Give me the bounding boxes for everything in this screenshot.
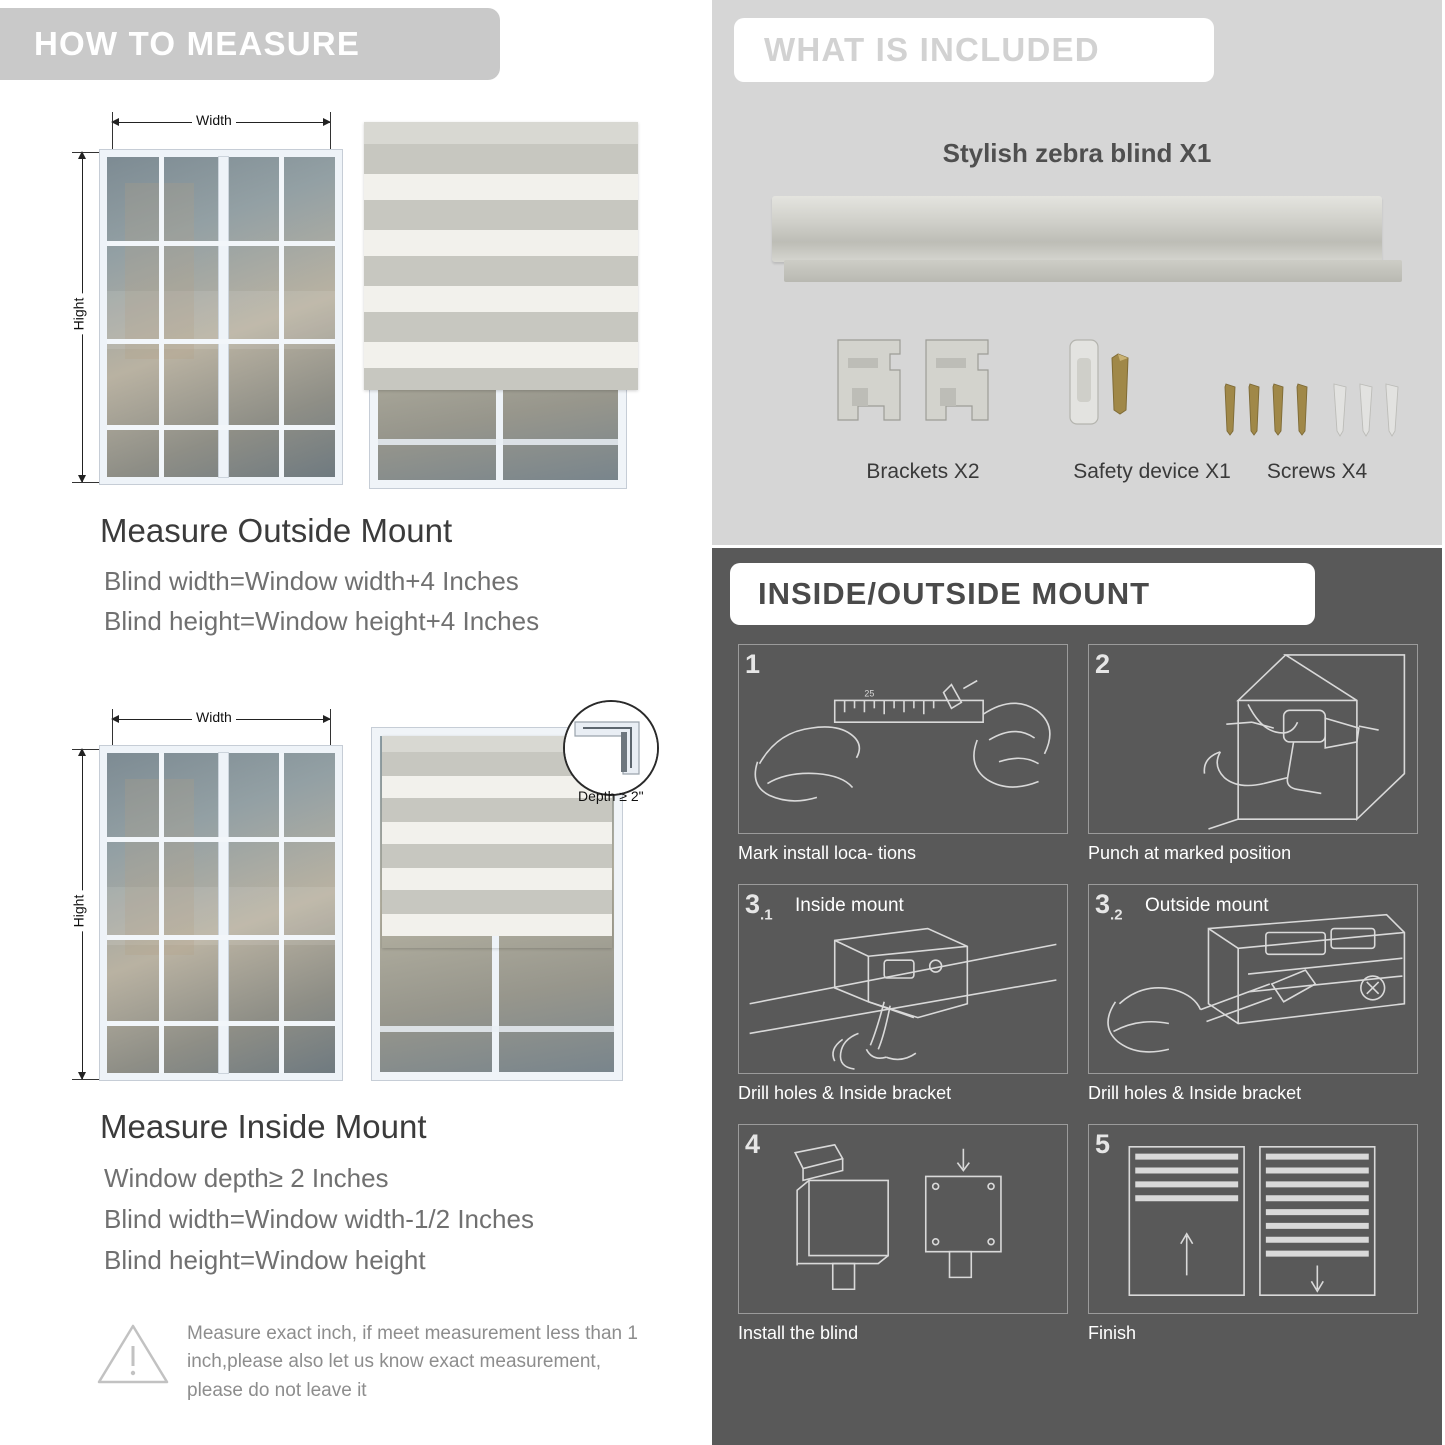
inside-width-tick-left <box>112 709 113 751</box>
what-is-included-header <box>734 18 1214 82</box>
step-2 <box>1088 644 1418 864</box>
safety-device-image <box>1042 336 1172 440</box>
step-1-illustration <box>738 644 1068 834</box>
measurement-note <box>95 1320 655 1406</box>
step-4-caption: Install the blind <box>738 1323 859 1343</box>
zebra-stripe <box>382 868 612 890</box>
window-grid-v1 <box>159 157 164 477</box>
depth-detail-sketch <box>565 702 657 794</box>
how-to-measure-column <box>0 0 712 1445</box>
step-4-illustration <box>738 1124 1068 1314</box>
window-grid-h2 <box>107 339 335 344</box>
inside-mount-title: Measure Inside Mount <box>100 1108 427 1145</box>
how-to-measure-header <box>0 8 500 80</box>
step-5 <box>1088 1124 1418 1344</box>
what-is-included-title: WHAT IS INCLUDED <box>764 31 1100 68</box>
brackets-image <box>830 336 1010 440</box>
zebra-stripe <box>382 822 612 844</box>
step-5-illustration <box>1088 1124 1418 1314</box>
screws-label: Screws X4 <box>1266 460 1368 483</box>
included-main-item-label: Stylish zebra blind X1 <box>942 138 1212 168</box>
zebra-stripe <box>364 312 638 342</box>
outside-mount-title: Measure Outside Mount <box>100 512 453 549</box>
inside-mount-window <box>100 746 342 1080</box>
drill-sketch <box>1089 645 1417 833</box>
window-grid-v2 <box>279 753 284 1073</box>
blind-window-sill <box>378 439 618 445</box>
screws-image <box>1212 336 1412 440</box>
step-1 <box>738 644 1068 864</box>
step-2-caption: Punch at marked position <box>1088 843 1292 863</box>
right-column <box>712 0 1442 1445</box>
install-blind-sketch <box>739 1125 1067 1313</box>
zebra-stripe <box>364 200 638 230</box>
window-grid-h1 <box>107 241 335 246</box>
zebra-stripe <box>364 144 638 174</box>
zebra-stripe <box>382 890 612 914</box>
window-grid-h3 <box>107 1021 335 1026</box>
window-depth-label: Depth ≥ 2" <box>578 788 644 804</box>
inside-width-label: Width <box>192 709 236 725</box>
step-3-2-illustration <box>1088 884 1418 1074</box>
zebra-stripe <box>364 230 638 256</box>
finished-blinds-sketch <box>1089 1125 1417 1313</box>
step-2-illustration <box>1088 644 1418 834</box>
step-4-number: 4 <box>745 1129 761 1159</box>
step-3-1-illustration <box>738 884 1068 1074</box>
outside-height-label: Hight <box>70 294 86 335</box>
zebra-blind-product-image <box>772 196 1382 262</box>
step-3-1-number: $3_{.1}$ <box>745 889 773 924</box>
installation-steps <box>738 644 1418 1344</box>
measurement-note-text: Measure exact inch, if meet measurement less than 1 inch,please also let us know exact measurement, please do not leave it <box>187 1322 638 1401</box>
step-1-caption: Mark install loca- tions <box>738 843 917 863</box>
bracket-label: Brackets X2 <box>866 460 980 483</box>
step-2-number: 2 <box>1095 649 1111 679</box>
window-grid-v1 <box>159 753 164 1073</box>
blind-headrail <box>364 122 638 144</box>
zebra-stripe <box>382 844 612 868</box>
step-3-2 <box>1088 884 1418 1104</box>
outside-width-tick-left <box>112 112 113 154</box>
blind-window-sill <box>380 1026 614 1032</box>
safety-device-label: Safety device X1 <box>1073 460 1231 483</box>
measure-tape-sketch <box>739 645 1067 833</box>
step-5-number: 5 <box>1095 1129 1111 1159</box>
zebra-stripe <box>364 342 638 368</box>
outside-mount-window <box>100 150 342 484</box>
inside-mount-line3: Blind height=Window height <box>104 1245 426 1275</box>
inside-height-label: Hight <box>70 891 86 932</box>
how-to-measure-title: HOW TO MEASURE <box>34 25 361 62</box>
step-3-1 <box>738 884 1068 1104</box>
step-5-caption: Finish <box>1088 1323 1137 1343</box>
zebra-stripe <box>364 174 638 200</box>
inside-mount-line1: Window depth≥ 2 Inches <box>104 1163 389 1193</box>
outside-mount-zebra-blind <box>364 122 638 390</box>
outside-mount-line2: Blind height=Window height+4 Inches <box>104 606 540 636</box>
step-3-2-inline-label: Outside mount <box>1145 895 1269 916</box>
zebra-stripe <box>364 286 638 312</box>
zebra-stripe <box>364 368 638 390</box>
zebra-stripe <box>382 914 612 936</box>
inside-mount-line2: Blind width=Window width-1/2 Inches <box>104 1204 534 1234</box>
what-is-included-panel <box>712 0 1442 545</box>
window-grid-v2 <box>279 157 284 477</box>
zebra-stripe <box>364 256 638 286</box>
step-3-2-caption: Drill holes & Inside bracket <box>1088 1083 1302 1103</box>
step-4 <box>738 1124 1068 1344</box>
window-grid-h2 <box>107 935 335 940</box>
inside-outside-mount-title: INSIDE/OUTSIDE MOUNT <box>758 576 1151 611</box>
inside-outside-mount-header <box>730 563 1315 625</box>
outside-width-tick-right <box>330 112 331 154</box>
inside-width-tick-right <box>330 709 331 751</box>
window-grid-h1 <box>107 837 335 842</box>
step-1-number: 1 <box>745 649 761 679</box>
warning-icon <box>95 1320 171 1388</box>
inside-outside-mount-panel <box>712 548 1442 1445</box>
step-3-2-number: $3_{.2}$ <box>1095 889 1123 924</box>
outside-mount-line1: Blind width=Window width+4 Inches <box>104 566 519 596</box>
svg-text:25: 25 <box>864 688 875 699</box>
outside-width-label: Width <box>192 112 236 128</box>
step-3-1-caption: Drill holes & Inside bracket <box>738 1083 952 1103</box>
step-3-1-inline-label: Inside mount <box>795 895 904 916</box>
window-grid-h3 <box>107 425 335 430</box>
window-depth-detail-circle <box>563 700 659 796</box>
